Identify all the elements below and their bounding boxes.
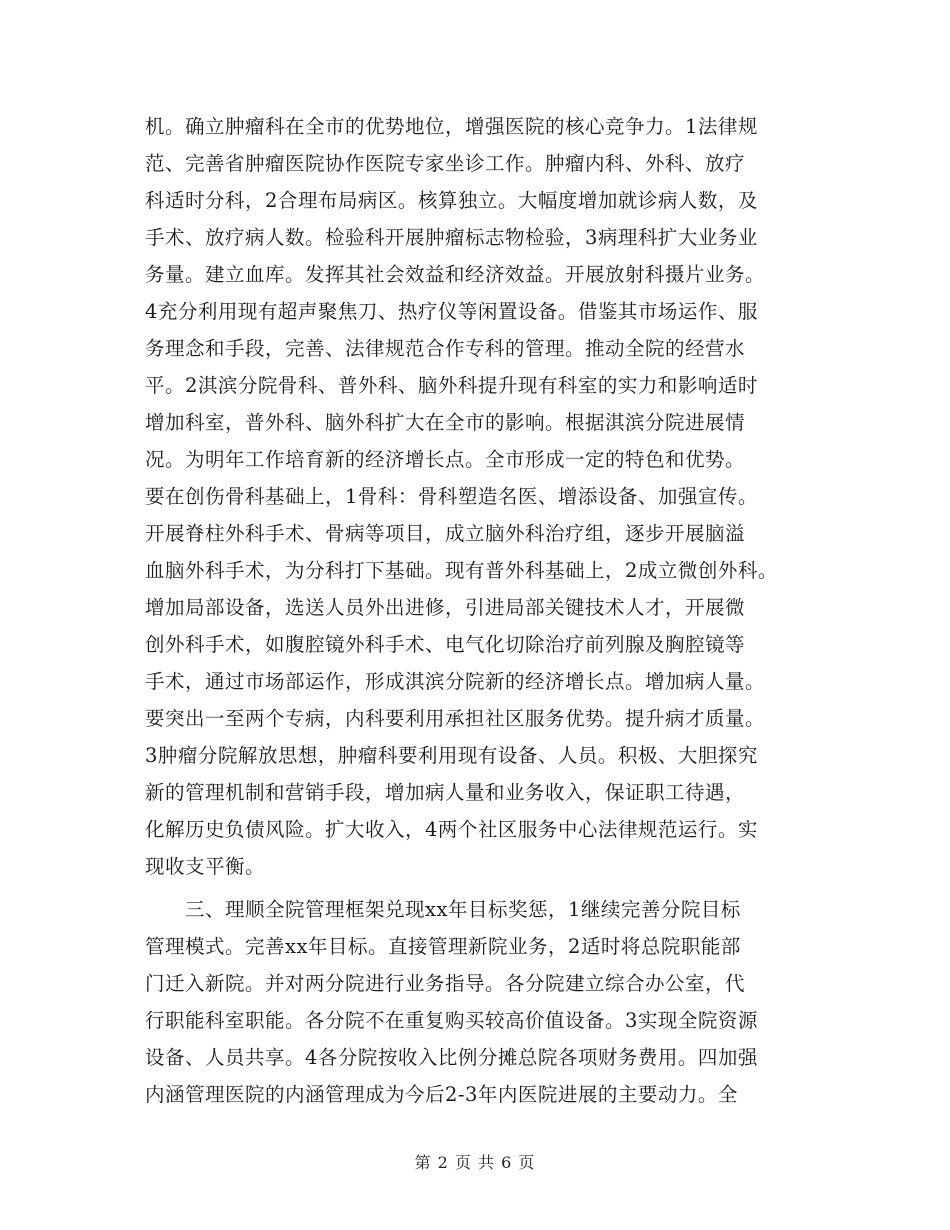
text-line: 机。确立肿瘤科在全市的优势地位，增强医院的核心竞争力。1法律规: [145, 115, 758, 138]
text-line: 况。为明年工作培育新的经济增长点。全市形成一定的特色和优势。: [145, 448, 746, 471]
document-body: [145, 108, 825, 1113]
text-line: 平。2淇滨分院骨科、普外科、脑外科提升现有科室的实力和影响适时: [145, 374, 758, 397]
text-line: 务量。建立血库。发挥其社会效益和经济效益。开展放射科摄片业务。: [145, 263, 766, 286]
text-line: 创外科手术，如腹腔镜外科手术、电气化切除治疗前列腺及胸腔镜等: [145, 633, 746, 656]
text-line: 4充分利用现有超声聚焦刀、热疗仪等闲置设备。借鉴其市场运作、服: [145, 300, 758, 323]
text-line: 开展脊柱外科手术、骨病等项目，成立脑外科治疗组，逐步开展脑溢: [145, 522, 746, 545]
text-line: 现收支平衡。: [145, 855, 266, 878]
text-line: 血脑外科手术，为分科打下基础。现有普外科基础上，2成立微创外科。: [145, 559, 778, 582]
paragraph-first-line: 三、理顺全院管理框架兑现xx年目标奖惩，1继续完善分院目标: [185, 898, 741, 921]
text-line: 3肿瘤分院解放思想，肿瘤科要利用现有设备、人员。积极、大胆探究: [145, 744, 758, 767]
text-line: 设备、人员共享。4各分院按收入比例分摊总院各项财务费用。四加强: [145, 1046, 758, 1069]
text-line: 手术，通过市场部运作，形成淇滨分院新的经济增长点。增加病人量。: [145, 670, 766, 693]
text-line: 务理念和手段，完善、法律规范合作专科的管理。推动全院的经营水: [145, 337, 746, 360]
text-line: 管理模式。完善xx年目标。直接管理新院业务，2适时将总院职能部: [145, 935, 741, 958]
text-line: 手术、放疗病人数。检验科开展肿瘤标志物检验，3病理科扩大业务业: [145, 226, 758, 249]
text-line: 化解历史负债风险。扩大收入，4两个社区服务中心法律规范运行。实: [145, 818, 758, 841]
text-line: 内涵管理医院的内涵管理成为今后2-3年内医院进展的主要动力。全: [145, 1083, 738, 1106]
text-line: 要突出一至两个专病，内科要利用承担社区服务优势。提升病才质量。: [145, 707, 766, 730]
text-line: 门迁入新院。并对两分院进行业务指导。各分院建立综合办公室，代: [145, 972, 746, 995]
text-line: 范、完善省肿瘤医院协作医院专家坐诊工作。肿瘤内科、外科、放疗: [145, 152, 746, 175]
text-line: 要在创伤骨科基础上，1骨科：骨科塑造名医、增添设备、加强宣传。: [145, 485, 758, 508]
text-line: 科适时分科，2合理布局病区。核算独立。大幅度增加就诊病人数，及: [145, 189, 758, 212]
text-line: 行职能科室职能。各分院不在重复购买较高价值设备。3实现全院资源: [145, 1009, 758, 1032]
text-line: 增加局部设备，选送人员外出进修，引进局部关键技术人才，开展微: [145, 596, 746, 619]
text-line: 新的管理机制和营销手段，增加病人量和业务收入，保证职工待遇，: [145, 781, 746, 804]
text-line: 增加科室，普外科、脑外科扩大在全市的影响。根据淇滨分院进展情: [145, 411, 746, 434]
page-number-footer: 第 2 页 共 6 页: [414, 1153, 536, 1172]
